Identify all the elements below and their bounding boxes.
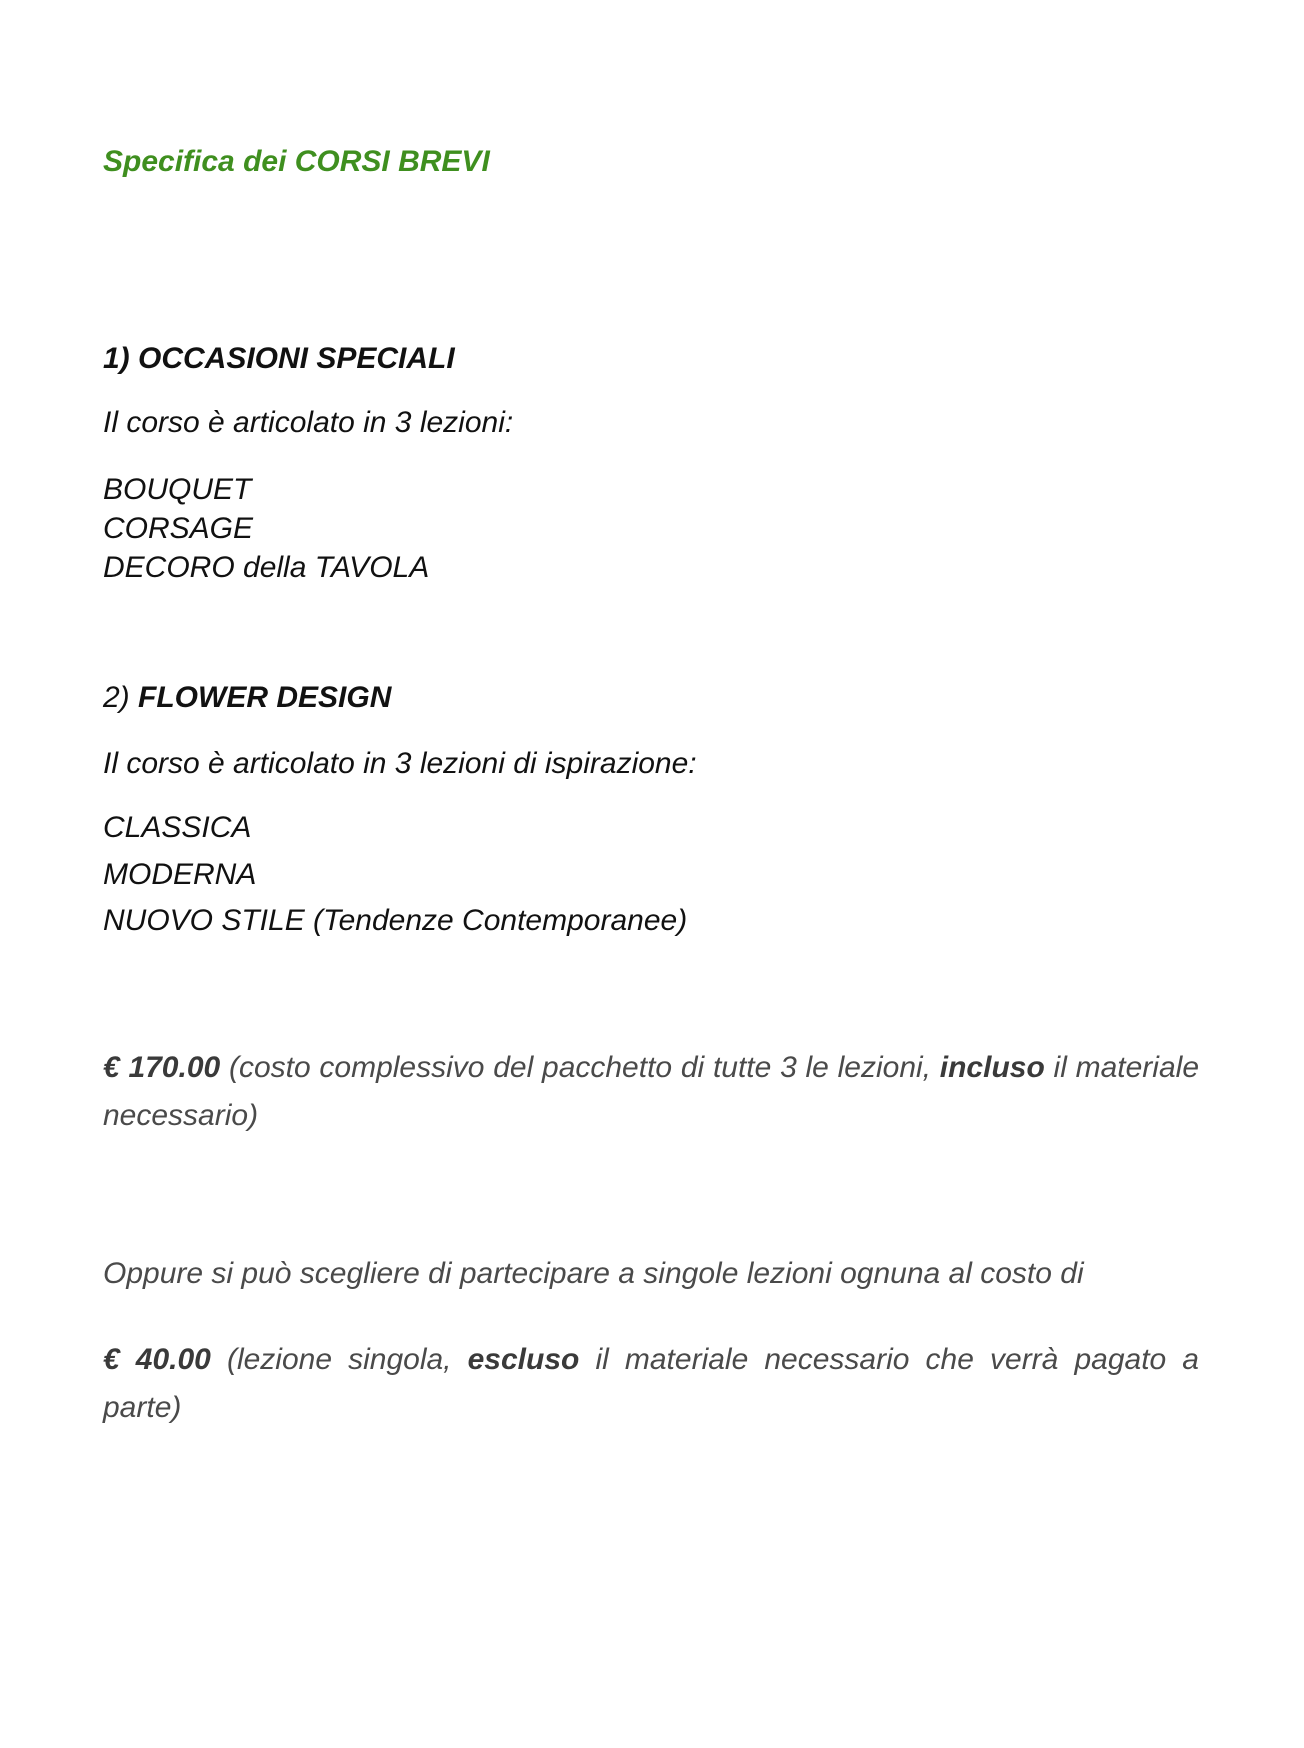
course-2-heading-title: FLOWER DESIGN: [138, 681, 392, 714]
package-price-text-before: (costo complessivo del pacchetto di tutte 3 le lezioni,: [220, 1051, 940, 1084]
page-title: Specifica dei CORSI BREVI: [103, 145, 490, 178]
single-price-text-after: il materiale necessario che verrà pagato a parte): [103, 1343, 1199, 1424]
course-1-intro: Il corso è articolato in 3 lezioni:: [103, 406, 514, 439]
course-1-lesson-2: CORSAGE: [103, 512, 254, 545]
course-2-lesson-2: MODERNA: [103, 858, 257, 891]
single-price-paragraph: [103, 1336, 1199, 1432]
course-2-intro: Il corso è articolato in 3 lezioni di ispirazione:: [103, 747, 697, 780]
package-price-amount: € 170.00: [103, 1051, 221, 1084]
course-1-heading: 1) OCCASIONI SPECIALI: [103, 342, 455, 375]
course-2-lesson-1: CLASSICA: [103, 811, 252, 844]
package-price-paragraph: [103, 1044, 1199, 1140]
course-2-heading-number: 2): [103, 681, 130, 714]
single-price-emphasis: escluso: [467, 1343, 580, 1376]
course-2-heading: [103, 679, 391, 717]
package-price-emphasis: incluso: [939, 1051, 1045, 1084]
single-price-text-before: (lezione singola,: [210, 1343, 468, 1376]
alternative-text: Oppure si può scegliere di partecipare a singole lezioni ognuna al costo di: [103, 1257, 1084, 1290]
course-1-lesson-1: BOUQUET: [103, 473, 252, 506]
course-1-lesson-3: DECORO della TAVOLA: [103, 551, 430, 584]
package-price-text-after: il materiale necessario): [103, 1051, 1200, 1132]
single-price-amount: € 40.00: [103, 1343, 211, 1376]
course-2-lesson-3: NUOVO STILE (Tendenze Contemporanee): [103, 904, 688, 937]
